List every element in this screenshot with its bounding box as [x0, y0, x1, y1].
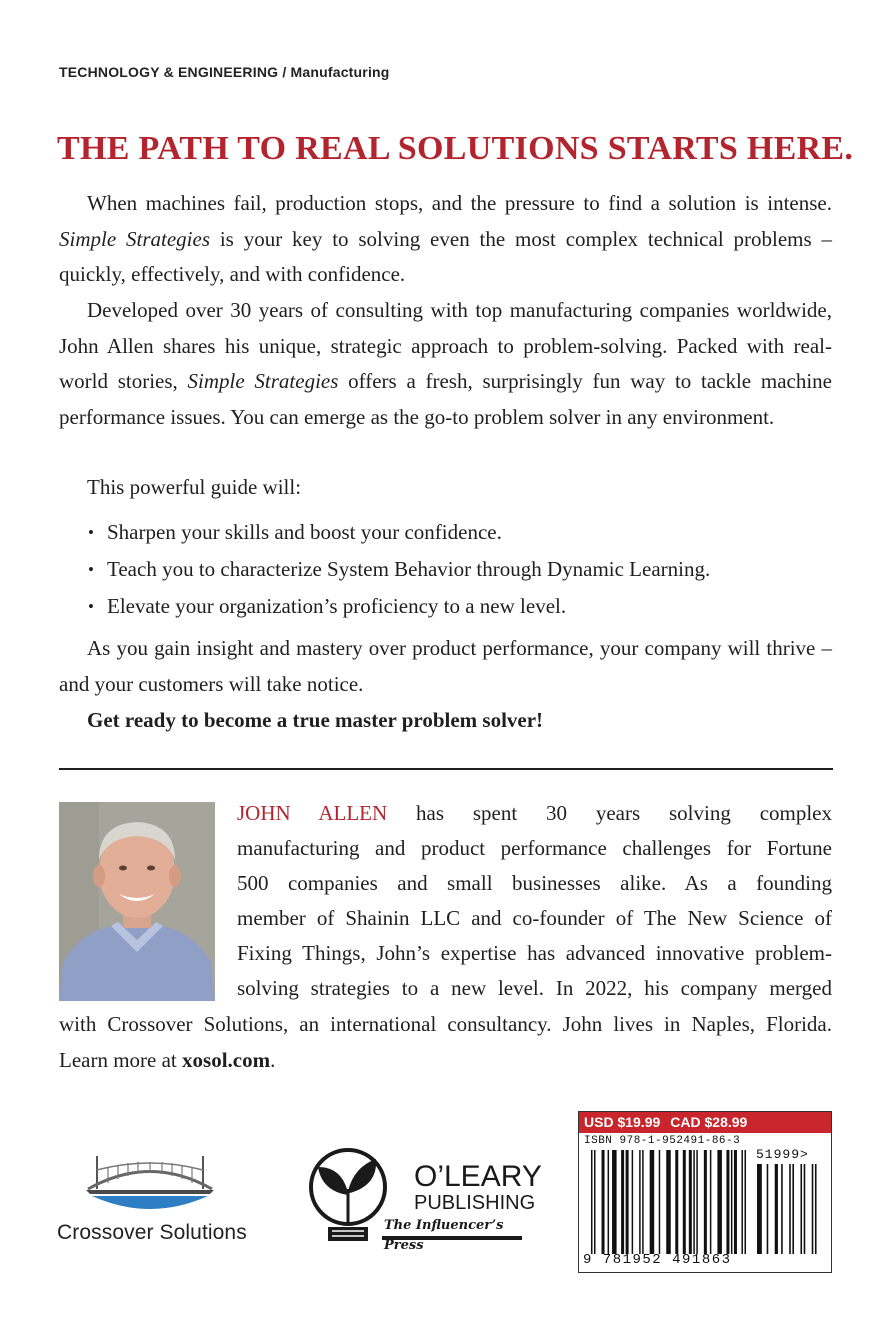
- category-label: TECHNOLOGY & ENGINEERING / Manufacturing: [59, 64, 390, 80]
- headline: THE PATH TO REAL SOLUTIONS STARTS HERE.: [57, 130, 854, 167]
- list-item: • Teach you to characterize System Behavior through Dynamic Learning.: [88, 551, 828, 588]
- barcode-bar: [683, 1150, 686, 1254]
- barcode-bar: [659, 1150, 661, 1254]
- addon-digits: 51999>: [756, 1147, 809, 1162]
- barcode-bar: [612, 1150, 617, 1254]
- barcode-bar: [696, 1150, 698, 1254]
- isbn-label: ISBN 978-1-952491-86-3: [584, 1135, 741, 1147]
- addon-barcode-icon: [757, 1164, 823, 1254]
- barcode-bar: [639, 1150, 641, 1254]
- bio-line: JOHN ALLEN has spent 30 years solving complex: [237, 801, 833, 825]
- list-item: • Elevate your organization’s proficiency to a new level.: [88, 588, 828, 625]
- oleary-name: O’LEARY: [414, 1160, 542, 1193]
- barcode-bar: [734, 1150, 737, 1254]
- barcode-bar: [608, 1150, 610, 1254]
- crossover-label: Crossover Solutions: [57, 1221, 247, 1244]
- oleary-tagline: The Influencer’s Press: [384, 1218, 504, 1253]
- bio-line: Learn more at xosol.com.: [59, 1048, 276, 1072]
- closing-paragraph: As you gain insight and mastery over product performance, your company will thrive – and your customers will take notice.: [59, 636, 832, 696]
- bullet-list: [88, 514, 828, 625]
- ean-digits: 9 781952 491863: [583, 1252, 732, 1268]
- barcode-bar: [731, 1150, 733, 1254]
- call-to-action: Get ready to become a true master problem solver!: [87, 708, 544, 732]
- author-photo: [59, 802, 215, 1001]
- barcode-bar: [741, 1150, 743, 1254]
- barcode-bar: [650, 1150, 655, 1254]
- barcode-bar: [594, 1150, 596, 1254]
- bio-line: 500 companies and small businesses alike. As a founding: [237, 871, 832, 895]
- barcode-bar: [781, 1164, 783, 1254]
- intro-paragraph: When machines fail, production stops, and the pressure to find a solution is intense. Simple Strategies is your key to solving even the most complex technical problems – quickly, effectively, and with confidence.: [59, 191, 832, 286]
- barcode-bar: [804, 1164, 806, 1254]
- barcode-bar: [710, 1150, 712, 1254]
- barcode-bar: [812, 1164, 814, 1254]
- barcode-bar: [675, 1150, 678, 1254]
- book-title: Simple Strategies: [59, 226, 210, 251]
- barcode-bar: [591, 1150, 593, 1254]
- barcode-bar: [704, 1150, 707, 1254]
- price-bar: [579, 1112, 831, 1133]
- barcode-bar: [632, 1150, 634, 1254]
- barcode-bar: [775, 1164, 778, 1254]
- section-divider: [59, 768, 833, 770]
- barcode-bar: [800, 1164, 802, 1254]
- barcode-bar: [792, 1164, 794, 1254]
- bio-line: member of Shainin LLC and co-founder of The New Science of: [237, 906, 832, 930]
- barcode-bar: [621, 1150, 624, 1254]
- barcode-bar: [757, 1164, 762, 1254]
- developed-paragraph: Developed over 30 years of consulting with top manufacturing companies worldwide, John Allen shares his unique, strategic approach to problem-solving. Packed with real-world stories, Simple Strategies offers a fresh, surprisingly fun way to tackle machine performance issues. You can emerge as the go-to problem solver in any environment.: [59, 298, 832, 429]
- barcode-bar: [767, 1164, 769, 1254]
- website-link[interactable]: xosol.com: [182, 1048, 271, 1072]
- list-item: • Sharpen your skills and boost your confidence.: [88, 514, 828, 551]
- bio-line: manufacturing and product performance challenges for Fortune: [237, 836, 832, 860]
- barcode-bar: [689, 1150, 692, 1254]
- barcode-bar: [693, 1150, 695, 1254]
- barcode-box: [578, 1111, 832, 1273]
- barcode-bar: [642, 1150, 644, 1254]
- barcode-bar: [602, 1150, 605, 1254]
- barcode-bar: [717, 1150, 722, 1254]
- guide-intro: This powerful guide will:: [87, 475, 302, 499]
- book-title: Simple Strategies: [187, 369, 339, 393]
- price-cad: CAD $28.99: [670, 1114, 748, 1130]
- barcode-bar: [726, 1150, 729, 1254]
- bio-line: Fixing Things, John’s expertise has advanced innovative problem-: [237, 941, 832, 965]
- barcode-icon: [591, 1150, 749, 1254]
- price-usd: USD $19.99: [584, 1114, 661, 1130]
- oleary-publishing: PUBLISHING: [414, 1192, 536, 1214]
- barcode-bar: [626, 1150, 629, 1254]
- author-name: JOHN ALLEN: [237, 801, 388, 825]
- barcode-bar: [666, 1150, 671, 1254]
- barcode-bar: [789, 1164, 791, 1254]
- bio-line: solving strategies to a new level. In 2022, his company merged: [237, 976, 832, 1000]
- bio-line: with Crossover Solutions, an international consultancy. John lives in Naples, Florida.: [59, 1012, 832, 1036]
- barcode-bar: [815, 1164, 817, 1254]
- barcode-bar: [744, 1150, 746, 1254]
